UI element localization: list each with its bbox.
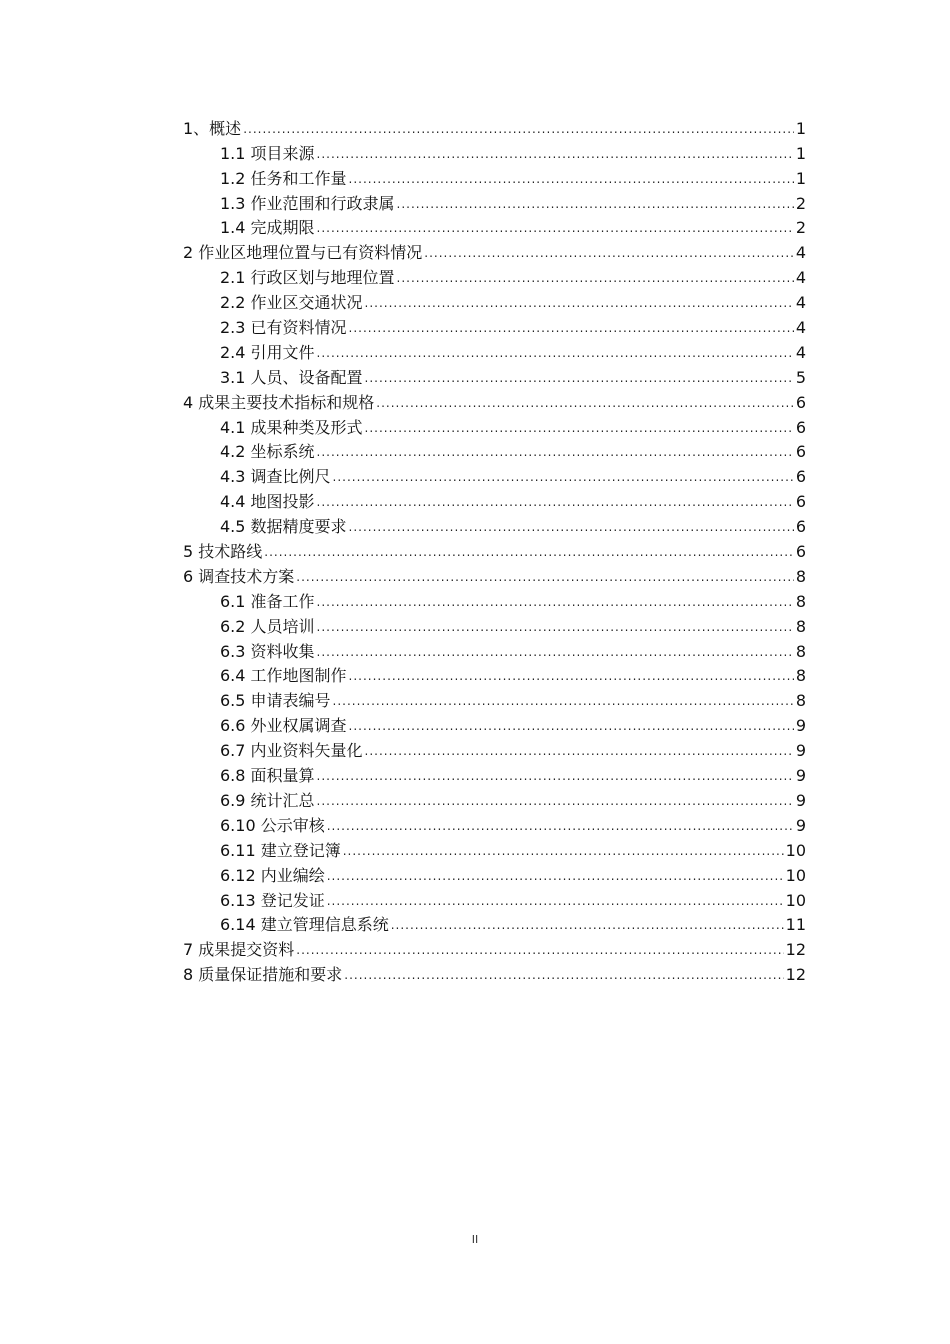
toc-entry-title: 5 技术路线 [183,542,263,562]
toc-entry-page-number: 12 [785,965,806,985]
toc-entry[interactable] [183,512,806,537]
toc-dot-leader [317,595,794,609]
toc-entry[interactable] [183,413,806,438]
toc-dot-leader [317,147,794,161]
toc-entry-title: 6.9 统计汇总 [220,790,315,810]
toc-entry-title: 6.10 公示审核 [220,815,325,835]
toc-entry[interactable] [183,438,806,463]
toc-entry-page-number: 4 [795,293,806,313]
toc-entry[interactable] [183,139,806,164]
toc-dot-leader [317,445,794,459]
toc-entry-page-number: 6 [795,542,806,562]
toc-dot-leader [317,769,794,783]
toc-entry-page-number: 2 [795,218,806,238]
toc-entry[interactable] [183,786,806,811]
toc-entry-page-number: 10 [785,865,806,885]
toc-dot-leader [317,346,794,360]
toc-entry[interactable] [183,263,806,288]
toc-entry-title: 6.13 登记发证 [220,890,325,910]
toc-entry-title: 6.1 准备工作 [220,591,315,611]
toc-dot-leader [349,321,794,335]
toc-dot-leader [264,545,794,559]
toc-entry-title: 2 作业区地理位置与已有资料情况 [183,243,423,263]
toc-entry-title: 2.4 引用文件 [220,342,315,362]
toc-dot-leader [296,570,794,584]
toc-entry[interactable] [183,288,806,313]
toc-entry-title: 4.4 地图投影 [220,492,315,512]
toc-entry-page-number: 4 [795,268,806,288]
toc-entry[interactable] [183,363,806,388]
toc-dot-leader [344,968,783,982]
toc-entry-page-number: 8 [795,641,806,661]
toc-entry-title: 1.1 项目来源 [220,143,315,163]
toc-entry[interactable] [183,189,806,214]
toc-dot-leader [317,645,794,659]
toc-entry-page-number: 6 [795,442,806,462]
toc-entry-title: 4 成果主要技术指标和规格 [183,392,375,412]
toc-entry-page-number: 5 [795,367,806,387]
toc-entry-page-number: 4 [795,318,806,338]
toc-entry[interactable] [183,338,806,363]
toc-dot-leader [349,669,794,683]
toc-dot-leader [317,794,794,808]
toc-dot-leader [327,869,784,883]
toc-entry-page-number: 6 [795,467,806,487]
toc-dot-leader [296,943,783,957]
toc-dot-leader [376,396,794,410]
toc-entry-page-number: 4 [795,243,806,263]
toc-entry[interactable] [183,313,806,338]
toc-entry-title: 6.12 内业编绘 [220,865,325,885]
toc-entry[interactable] [183,462,806,487]
toc-entry[interactable] [183,761,806,786]
toc-dot-leader [327,894,784,908]
toc-entry-title: 3.1 人员、设备配置 [220,367,363,387]
toc-entry-page-number: 6 [795,517,806,537]
toc-entry-page-number: 11 [785,915,806,935]
toc-dot-leader [349,172,794,186]
toc-entry-title: 6 调查技术方案 [183,566,295,586]
toc-entry-title: 6.14 建立管理信息系统 [220,915,389,935]
toc-entry[interactable] [183,935,806,960]
toc-entry-page-number: 9 [795,741,806,761]
toc-dot-leader [243,122,794,136]
toc-dot-leader [343,844,784,858]
toc-entry[interactable] [183,114,806,139]
toc-entry[interactable] [183,811,806,836]
toc-dot-leader [365,421,794,435]
toc-entry-page-number: 2 [795,193,806,213]
toc-entry-title: 6.7 内业资料矢量化 [220,741,363,761]
toc-entry[interactable] [183,388,806,413]
toc-dot-leader [391,918,784,932]
toc-entry[interactable] [183,686,806,711]
toc-entry[interactable] [183,562,806,587]
toc-entry-title: 2.1 行政区划与地理位置 [220,268,395,288]
toc-entry-title: 6.11 建立登记簿 [220,840,341,860]
toc-entry-page-number: 9 [795,790,806,810]
toc-entry[interactable] [183,711,806,736]
toc-entry-title: 6.5 申请表编号 [220,691,331,711]
toc-entry-title: 1、概述 [183,118,242,138]
toc-entry-page-number: 1 [795,168,806,188]
toc-entry[interactable] [183,637,806,662]
page-number: II [471,1233,479,1246]
toc-entry-title: 2.2 作业区交通状况 [220,293,363,313]
toc-entry-page-number: 1 [795,143,806,163]
toc-dot-leader [349,520,794,534]
toc-entry-title: 6.4 工作地图制作 [220,666,347,686]
toc-entry-page-number: 10 [785,840,806,860]
toc-dot-leader [365,296,794,310]
toc-dot-leader [327,819,794,833]
toc-entry[interactable] [183,736,806,761]
toc-dot-leader [365,371,794,385]
toc-entry[interactable] [183,886,806,911]
toc-entry[interactable] [183,960,806,985]
toc-entry[interactable] [183,612,806,637]
toc-entry-title: 1.3 作业范围和行政隶属 [220,193,395,213]
toc-entry-page-number: 8 [795,566,806,586]
toc-entry-page-number: 8 [795,591,806,611]
toc-entry[interactable] [183,911,806,936]
toc-entry[interactable] [183,537,806,562]
toc-entry-page-number: 1 [795,118,806,138]
toc-entry-page-number: 9 [795,716,806,736]
toc-entry-page-number: 8 [795,616,806,636]
toc-entry-page-number: 12 [785,940,806,960]
toc-entry-page-number: 6 [795,417,806,437]
toc-entry[interactable] [183,214,806,239]
toc-entry-title: 8 质量保证措施和要求 [183,965,343,985]
toc-entry-title: 4.3 调查比例尺 [220,467,331,487]
toc-entry-page-number: 8 [795,691,806,711]
toc-dot-leader [333,470,794,484]
toc-dot-leader [317,620,794,634]
toc-entry-title: 1.4 完成期限 [220,218,315,238]
toc-entry[interactable] [183,587,806,612]
toc-entry[interactable] [183,164,806,189]
toc-entry-page-number: 8 [795,666,806,686]
toc-entry[interactable] [183,238,806,263]
toc-entry-page-number: 6 [795,492,806,512]
toc-entry-title: 6.3 资料收集 [220,641,315,661]
toc-dot-leader [317,221,794,235]
toc-entry-page-number: 9 [795,766,806,786]
toc-entry-title: 6.2 人员培训 [220,616,315,636]
toc-entry-page-number: 6 [795,392,806,412]
toc-entry-title: 2.3 已有资料情况 [220,318,347,338]
toc-dot-leader [397,197,794,211]
toc-entry-title: 4.2 坐标系统 [220,442,315,462]
toc-entry-page-number: 10 [785,890,806,910]
toc-entry[interactable] [183,662,806,687]
toc-entry[interactable] [183,836,806,861]
toc-dot-leader [397,271,794,285]
toc-entry-page-number: 9 [795,815,806,835]
toc-entry-title: 4.1 成果种类及形式 [220,417,363,437]
toc-entry-title: 6.6 外业权属调查 [220,716,347,736]
toc-entry[interactable] [183,487,806,512]
toc-dot-leader [349,719,794,733]
toc-entry-title: 6.8 面积量算 [220,766,315,786]
toc-dot-leader [317,495,794,509]
table-of-contents [183,114,806,985]
toc-entry[interactable] [183,861,806,886]
toc-dot-leader [424,246,794,260]
toc-entry-page-number: 4 [795,342,806,362]
toc-entry-title: 7 成果提交资料 [183,940,295,960]
toc-dot-leader [333,694,794,708]
toc-entry-title: 1.2 任务和工作量 [220,168,347,188]
toc-entry-title: 4.5 数据精度要求 [220,517,347,537]
toc-dot-leader [365,744,794,758]
